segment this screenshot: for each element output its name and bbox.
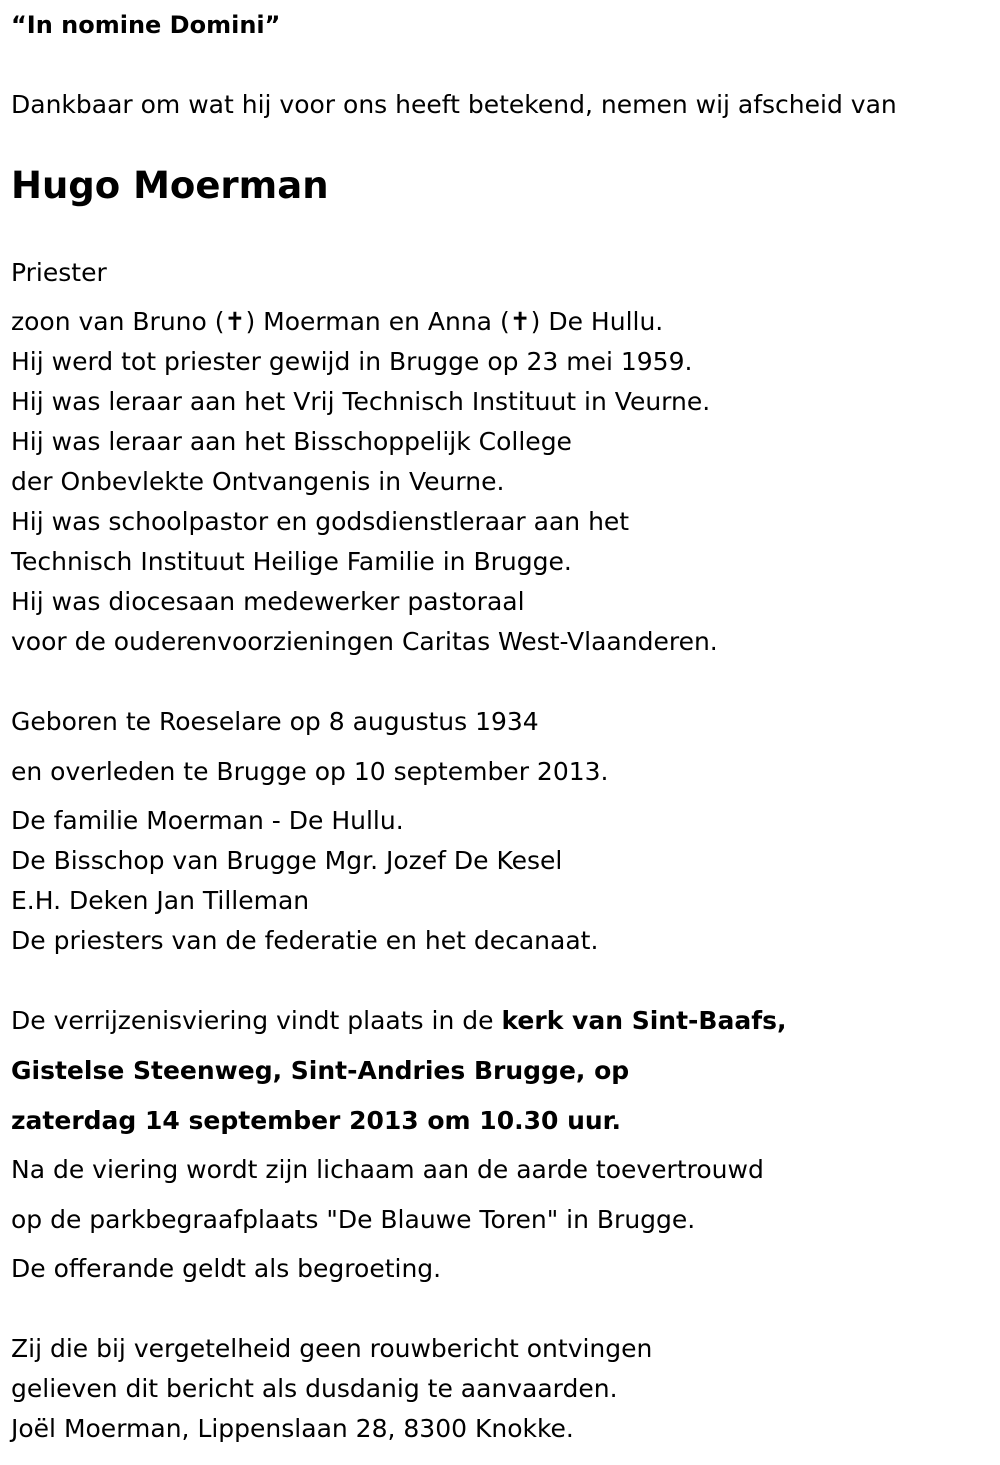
mourner-line: De familie Moerman - De Hullu. [11,806,404,835]
bio-line: zoon van Bruno (✝) Moerman en Anna (✝) De Hullu. [11,307,664,336]
burial-line: Na de viering wordt zijn lichaam aan de aarde toevertrouwd [11,1155,764,1184]
bio-line: der Onbevlekte Ontvangenis in Veurne. [11,467,505,496]
ceremony-intro [11,1005,786,1037]
intro-text: Dankbaar om wat hij voor ons heeft betekend, nemen wij afscheid van [11,90,897,119]
deceased-name: Hugo Moerman [11,164,329,207]
burial-location: op de parkbegraafplaats "De Blauwe Toren" in Brugge. [11,1205,696,1234]
church-address: Gistelse Steenweg, Sint-Andries Brugge, op [11,1056,630,1085]
motto: “In nomine Domini” [11,11,281,39]
bio-line: Hij was diocesaan medewerker pastoraal [11,587,525,616]
death-date: en overleden te Brugge op 10 september 2013. [11,757,609,786]
bio-line: Hij was leraar aan het Bisschoppelijk College [11,427,572,456]
ceremony-datetime: zaterdag 14 september 2013 om 10.30 uur. [11,1106,621,1135]
contact-address: Joël Moerman, Lippenslaan 28, 8300 Knokke. [11,1414,574,1443]
offering-note: De offerande geldt als begroeting. [11,1254,442,1283]
bio-line: Technisch Instituut Heilige Familie in Brugge. [11,547,572,576]
bio-line: Hij werd tot priester gewijd in Brugge op 23 mei 1959. [11,347,693,376]
footer-line: Zij die bij vergetelheid geen rouwbericht ontvingen [11,1334,653,1363]
deceased-role: Priester [11,258,107,287]
bio-line: voor de ouderenvoorzieningen Caritas West-Vlaanderen. [11,627,718,656]
bio-line: Hij was leraar aan het Vrij Technisch Instituut in Veurne. [11,387,711,416]
bio-line: Hij was schoolpastor en godsdienstleraar aan het [11,507,630,536]
footer-line: gelieven dit bericht als dusdanig te aanvaarden. [11,1374,618,1403]
mourner-line: De priesters van de federatie en het decanaat. [11,926,599,955]
ceremony-intro-text: De verrijzenisviering vindt plaats in de [11,1006,502,1035]
birth-date: Geboren te Roeselare op 8 augustus 1934 [11,707,539,736]
mourner-line: De Bisschop van Brugge Mgr. Jozef De Kesel [11,846,563,875]
mourner-line: E.H. Deken Jan Tilleman [11,886,310,915]
church-name: kerk van Sint-Baafs, [501,1006,787,1035]
